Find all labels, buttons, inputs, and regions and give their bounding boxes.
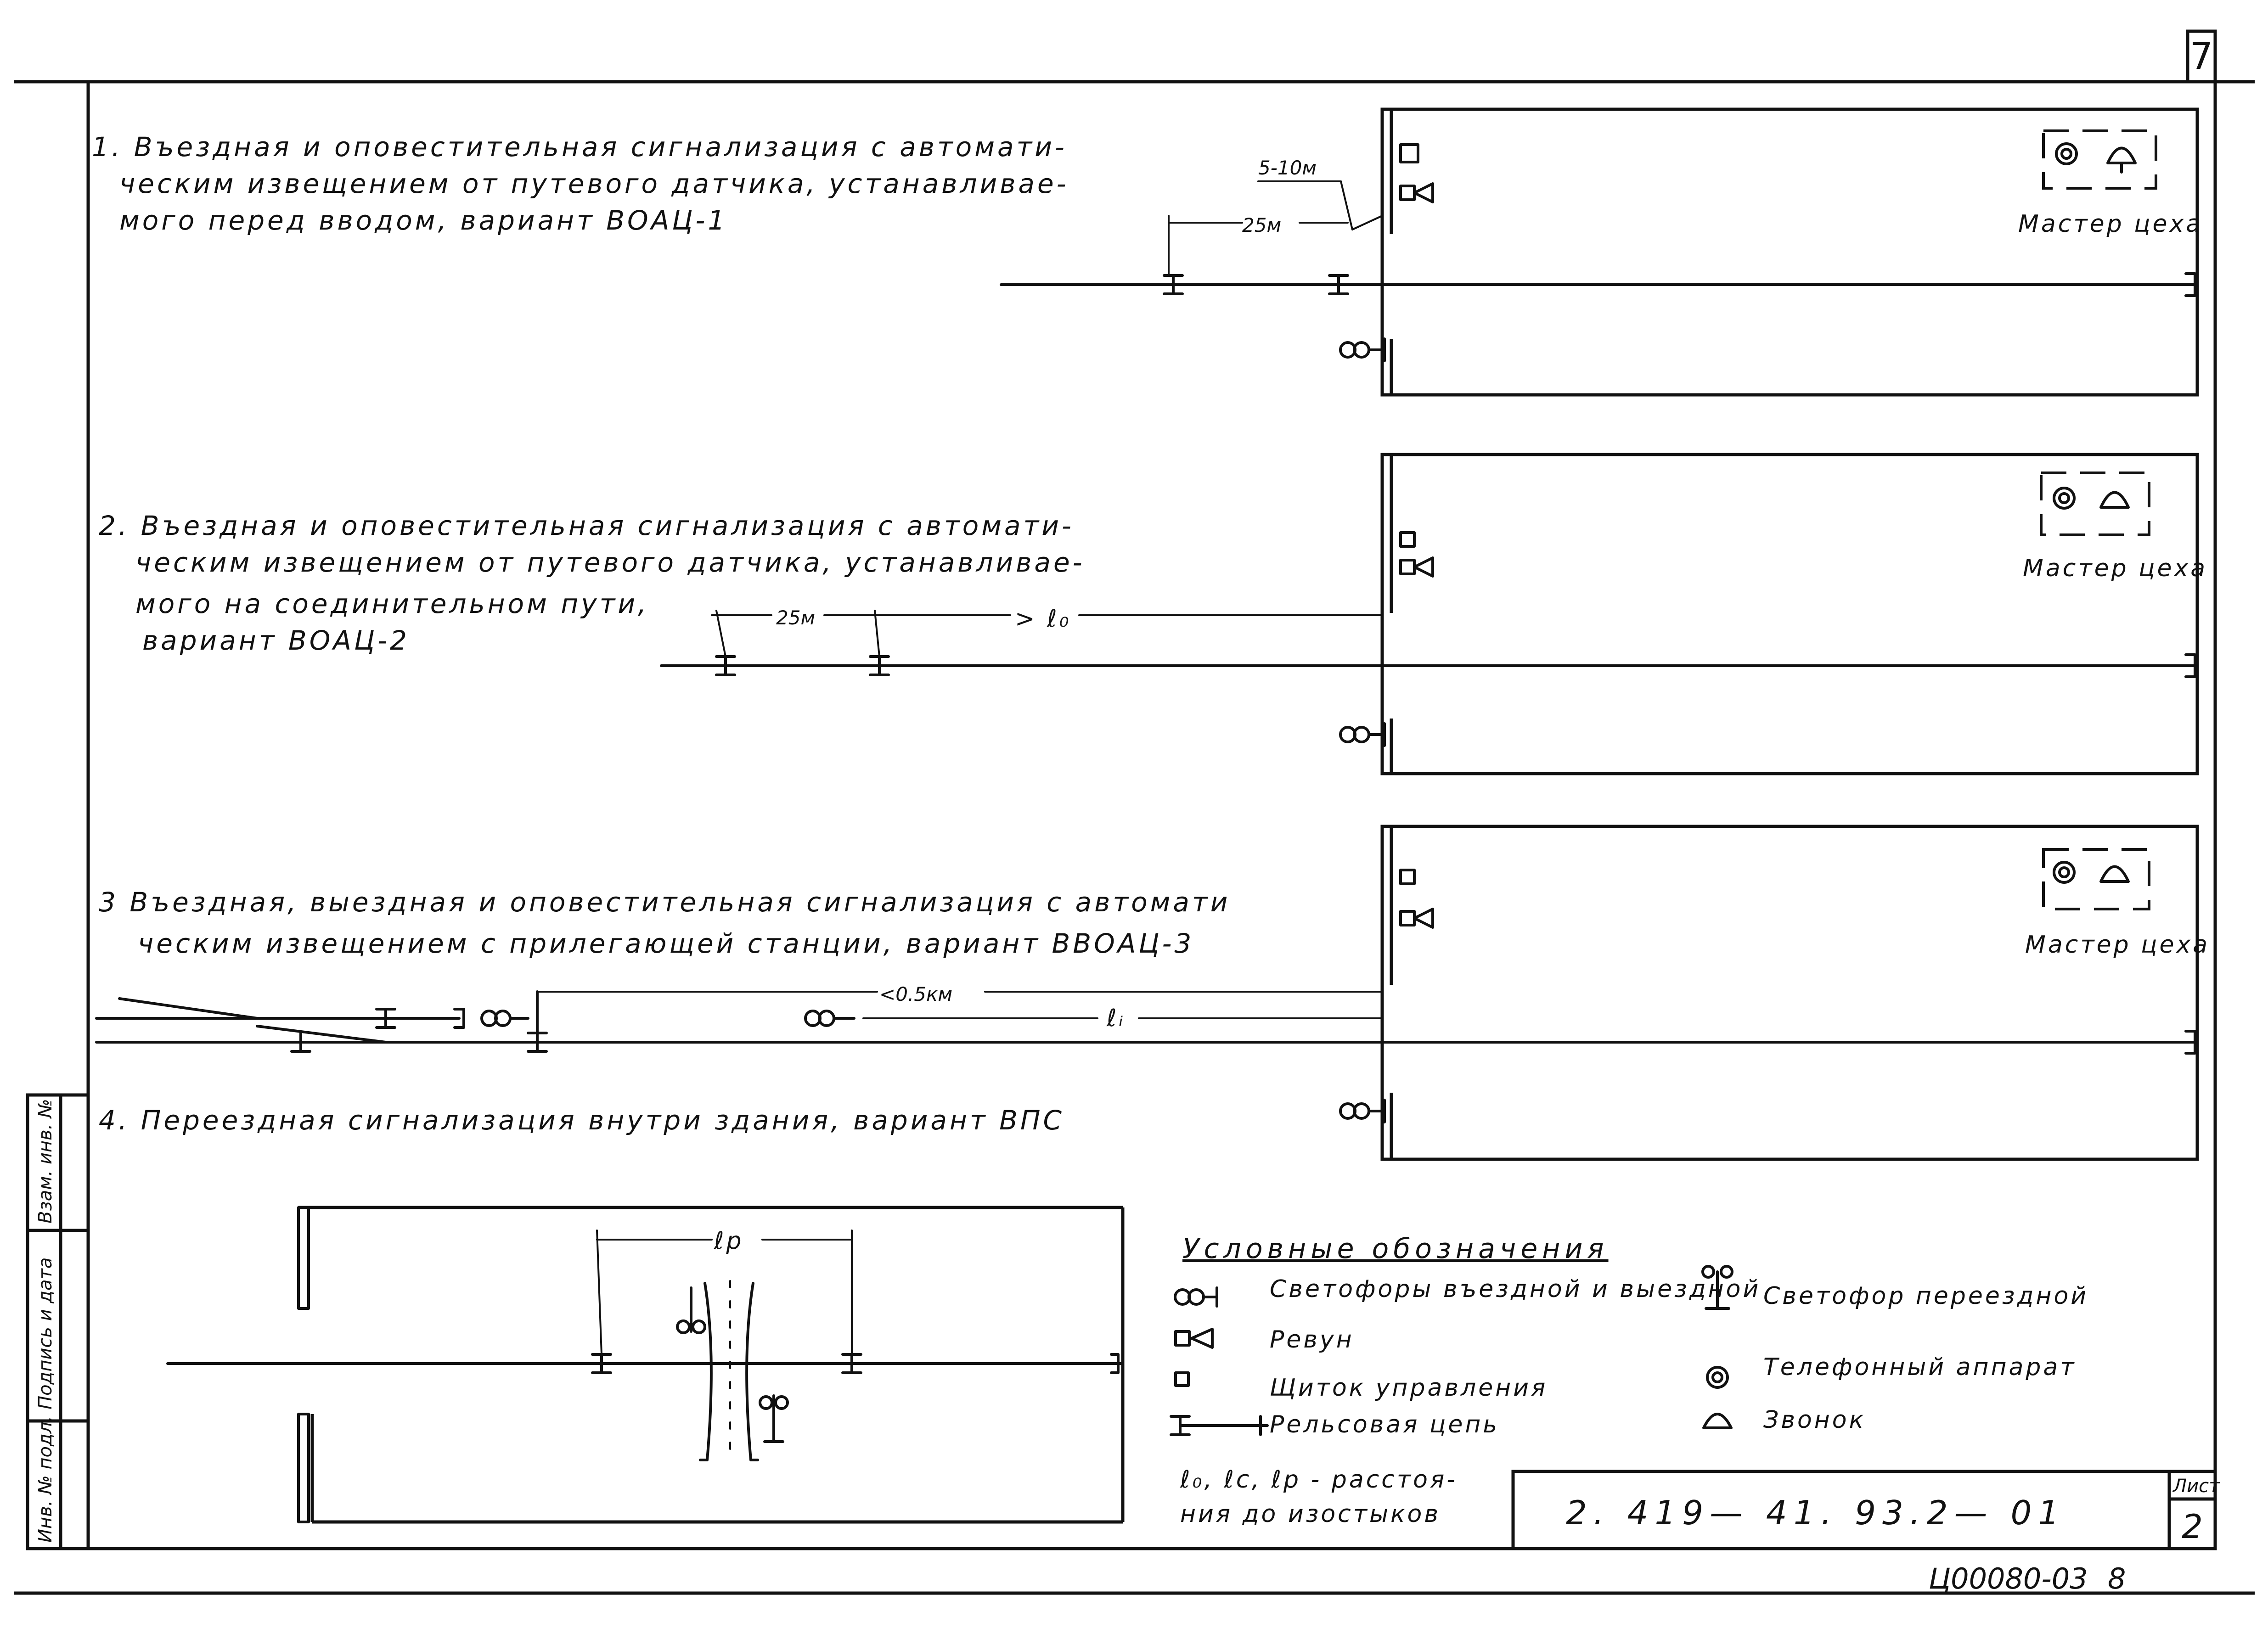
archive-page: 8 (2108, 1562, 2126, 1595)
telephone-legend-icon (1707, 1367, 1728, 1387)
section-3-dim-li: ℓᵢ (1107, 1005, 1126, 1032)
control-panel-legend-icon (1176, 1373, 1188, 1386)
section-1 (92, 109, 2203, 395)
signal-icon (482, 1011, 528, 1026)
signal-icon (805, 1011, 854, 1026)
legend-item-telephone: Телефонный аппарат (1763, 1353, 2077, 1381)
building-3 (1382, 826, 2197, 1159)
legend-heading: Условные обозначения (1182, 1233, 1609, 1265)
telephone-icon (2056, 144, 2077, 164)
legend-item-rail: Рельсовая цепь (1270, 1411, 1499, 1438)
legend-item-signals: Светофоры въездной и выездной (1270, 1275, 1761, 1303)
corner-page-number: 7 (2189, 35, 2213, 78)
stamp-vzam-inv: Взам. инв. № (35, 1099, 56, 1224)
section-2-dim-25m: 25м (776, 606, 816, 629)
bell-legend-icon (1704, 1414, 1731, 1428)
legend-item-howler: Ревун (1270, 1326, 1354, 1353)
master-label-2: Мастер цеха (2023, 555, 2208, 582)
howler-icon (1401, 186, 1414, 200)
section-1-dim-5-10m: 5-10м (1258, 157, 1317, 179)
section-1-dim-25m: 25м (1242, 214, 1282, 236)
telephone-icon (2054, 488, 2074, 508)
legend-note-2: ния до изостыков (1180, 1500, 1441, 1528)
master-label-1: Мастер цеха (2018, 210, 2203, 238)
section-2-line-3: мого на соединительном пути, (135, 588, 649, 619)
crossing-signal-bottom (760, 1396, 788, 1442)
crossing-signal-top (677, 1288, 705, 1333)
stamp-podpis-data: Подпись и дата (35, 1257, 56, 1409)
section-3-line-2: ческим извещением с прилегающей станции, вариант ВВОАЦ-3 (138, 928, 1194, 959)
archive-code: Ц00080-03 (1929, 1562, 2088, 1595)
master-box-3 (2043, 849, 2149, 909)
sheet-label: Лист (2173, 1476, 2220, 1497)
section-2-dim-l0: > ℓ₀ (1015, 605, 1071, 633)
section-4-dim-lp: ℓр (714, 1227, 744, 1255)
section-2-line-1: 2. Въездная и оповестительная сигнализация с автомати- (99, 510, 1074, 541)
section-2-line-4: вариант ВОАЦ-2 (142, 625, 410, 656)
legend (1171, 1233, 2088, 1528)
bell-icon (2101, 493, 2128, 508)
section-1-line-3: мого перед вводом, вариант ВОАЦ-1 (119, 205, 728, 236)
section-1-line-1: 1. Въездная и оповестительная сигнализация с автомати- (92, 131, 1067, 163)
side-stamp (28, 1095, 88, 1549)
section-3-dim-05km: <0.5км (879, 983, 953, 1005)
bell-icon (2108, 148, 2135, 163)
signal-icon (1340, 724, 1384, 746)
legend-item-panel: Щиток управления (1270, 1374, 1548, 1402)
section-1-line-2: ческим извещением от путевого датчика, устанавливае- (119, 168, 1069, 199)
master-label-3: Мастер цеха (2025, 931, 2210, 959)
bell-icon (2101, 867, 2128, 882)
title-block (1513, 1471, 2220, 1549)
legend-note-1: ℓ₀, ℓс, ℓр - расстоя- (1180, 1466, 1458, 1493)
signal-icon (1340, 339, 1384, 361)
rail-circuit-icon (1171, 1416, 1267, 1435)
main-frame (88, 82, 2215, 1549)
master-box-1 (2043, 131, 2156, 188)
control-panel-icon (1401, 145, 1418, 162)
section-2-line-2: ческим извещением от путевого датчика, устанавливае- (135, 547, 1085, 578)
legend-item-crossing-signal: Светофор переездной (1763, 1282, 2089, 1310)
signal-icon (1340, 1100, 1384, 1122)
section-3-line-1: 3 Въездная, выездная и оповестительная сигнализация с автомати (99, 887, 1231, 918)
document-code: 2. 419— 41. 93.2— 01 (1566, 1493, 2066, 1532)
section-4 (99, 1105, 1123, 1522)
legend-item-bell: Звонок (1763, 1406, 1866, 1434)
sheet-number: 2 (2182, 1507, 2203, 1546)
traffic-signal-icon (1175, 1288, 1217, 1306)
telephone-icon (2054, 862, 2074, 882)
stamp-inv-podl: Инв. № подл. (35, 1416, 56, 1543)
section-4-line-1: 4. Переездная сигнализация внутри здания, вариант ВПС (99, 1105, 1065, 1136)
master-box-2 (2041, 473, 2149, 535)
section-2 (99, 455, 2207, 774)
building-2 (1382, 455, 2197, 774)
howler-legend-icon (1176, 1329, 1212, 1347)
